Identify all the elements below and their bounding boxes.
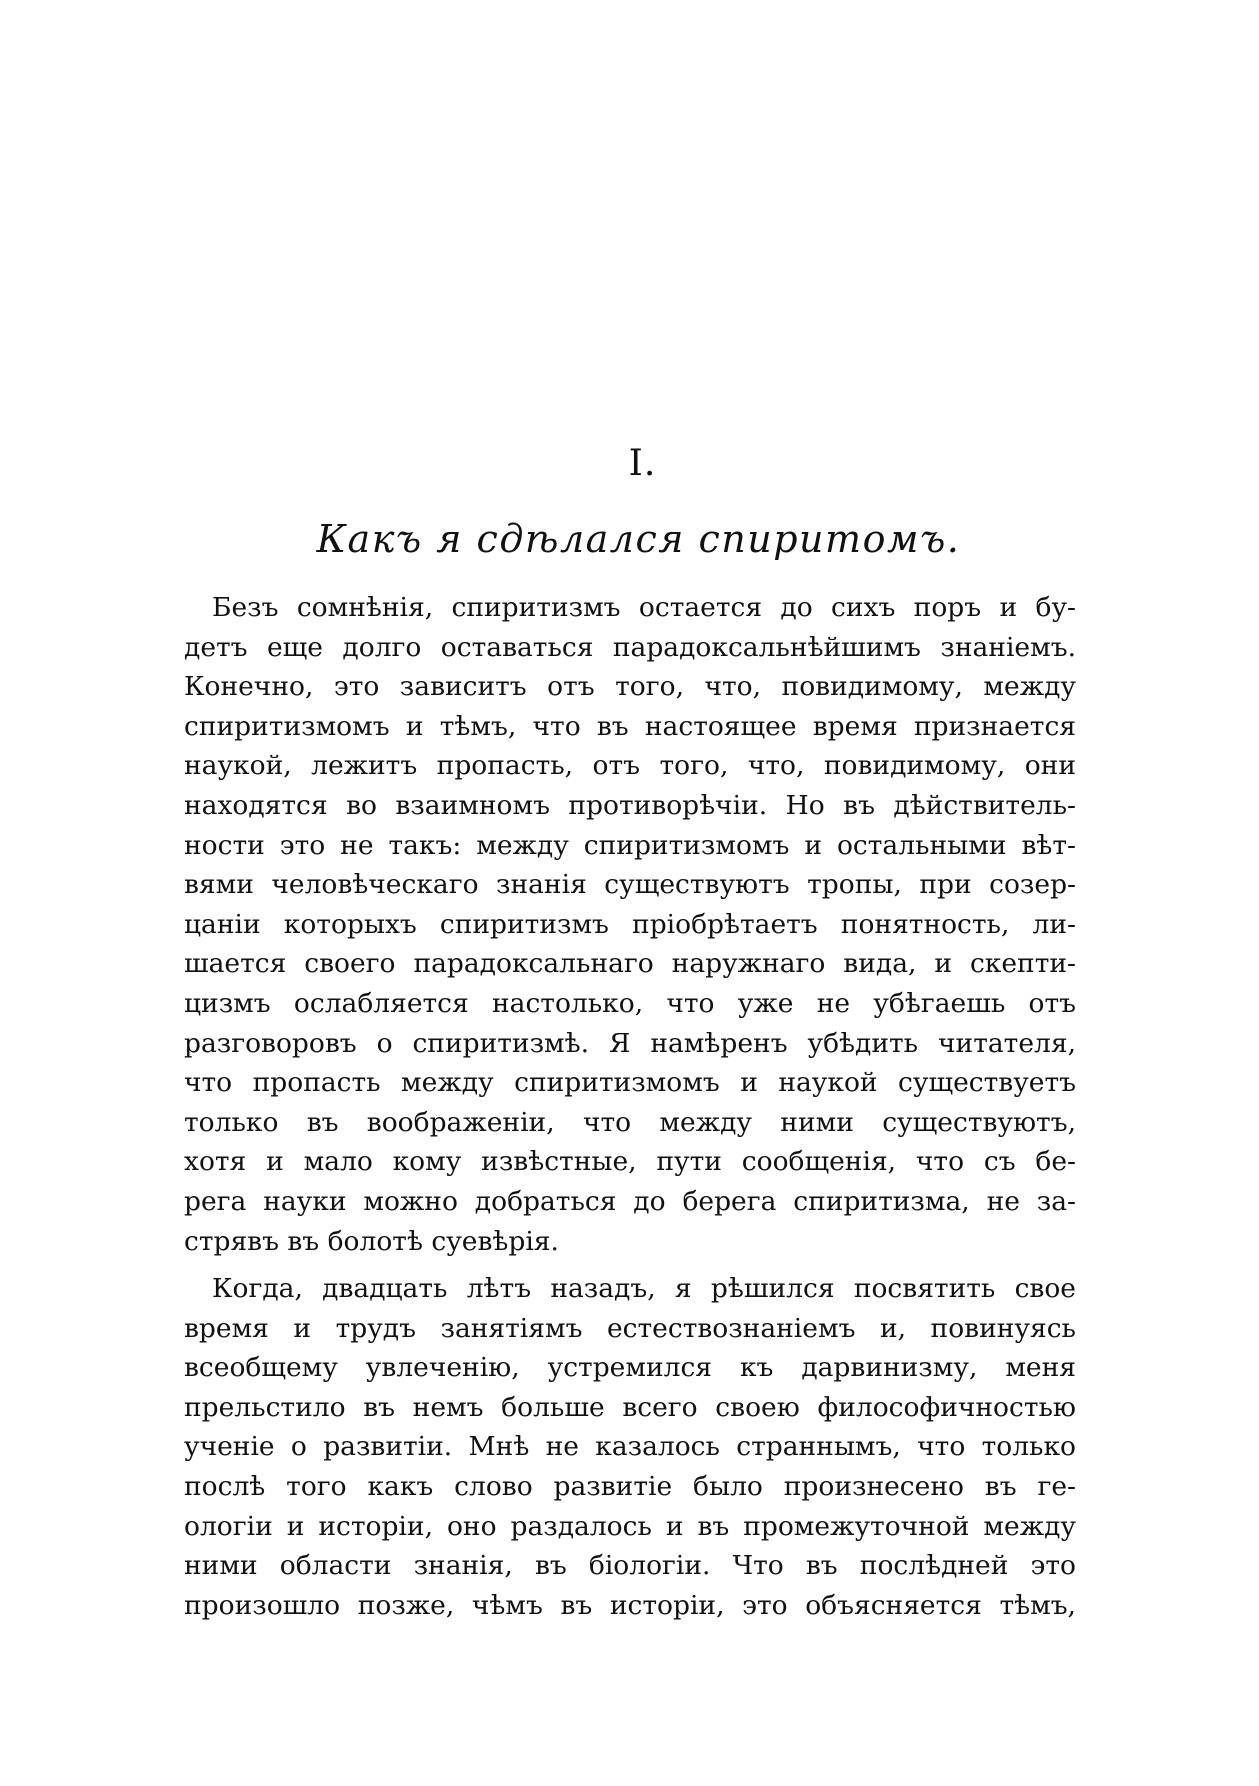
text-line: что пропасть между спиритизмомъ и наукой существуетъ	[184, 1067, 1076, 1099]
text-line: цаніи которыхъ спиритизмъ пріобрѣтаетъ понятность, ли-	[184, 908, 1076, 940]
paragraph-2	[184, 1269, 1076, 1625]
chapter-number: I.	[628, 443, 657, 484]
text-line: рега науки можно добраться до берега спиритизма, не за-	[184, 1185, 1076, 1217]
text-line: шается своего парадоксальнаго наружнаго вида, и скепти-	[184, 948, 1076, 980]
text-line: Безъ сомнѣнія, спиритизмъ остается до сихъ поръ и бу-	[212, 592, 1076, 623]
text-line: время и трудъ занятіямъ естествознаніемъ и, повинуясь	[184, 1312, 1076, 1344]
text-line: ности это не такъ: между спиритизмомъ и остальными вѣт-	[184, 829, 1076, 861]
text-line: произошло позже, чѣмъ въ исторіи, это объясняется тѣмъ,	[184, 1589, 1076, 1621]
text-line: ологіи и исторіи, оно раздалось и въ промежуточной между	[184, 1510, 1076, 1542]
text-line: спиритизмомъ и тѣмъ, что въ настоящее время признается	[184, 710, 1076, 742]
text-line: ними области знанія, въ біологіи. Что въ послѣдней это	[184, 1550, 1076, 1582]
text-line: хотя и мало кому извѣстные, пути сообщенія, что съ бе-	[184, 1146, 1076, 1178]
text-line: разговоровъ о спиритизмѣ. Я намѣренъ убѣдить читателя,	[184, 1027, 1076, 1059]
text-line: Конечно, это зависитъ отъ того, что, повидимому, между	[184, 671, 1076, 703]
text-line: только въ воображеніи, что между ними существуютъ,	[184, 1106, 1076, 1138]
text-line: наукой, лежитъ пропасть, отъ того, что, повидимому, они	[184, 750, 1076, 782]
text-line: Когда, двадцать лѣтъ назадъ, я рѣшился посвятить свое	[212, 1273, 1076, 1305]
chapter-title: Какъ я сдѣлался спиритомъ.	[316, 517, 961, 561]
paragraph-gap	[184, 1261, 1076, 1269]
text-line: цизмъ ослабляется настолько, что уже не убѣгаешь отъ	[184, 987, 1076, 1019]
text-line: детъ еще долго оставаться парадоксальнѣйшимъ знаніемъ.	[184, 631, 1076, 663]
text-line: вями человѣческаго знанія существуютъ тропы, при созер-	[184, 869, 1076, 901]
text-line: ученіе о развитіи. Мнѣ не казалось страннымъ, что только	[184, 1431, 1076, 1463]
text-line: всеобщему увлеченію, устремился къ дарвинизму, меня	[184, 1352, 1076, 1384]
paragraph-1	[184, 588, 1076, 1261]
body-text	[184, 588, 1076, 1625]
text-line: находятся во взаимномъ противорѣчіи. Но въ дѣйствитель-	[184, 789, 1076, 821]
text-line: прельстило въ немъ больше всего своею философичностью	[184, 1391, 1076, 1423]
text-line: послѣ того какъ слово развитіе было произнесено въ ге-	[184, 1471, 1076, 1503]
text-line: стрявъ въ болотѣ суевѣрія.	[184, 1225, 559, 1257]
